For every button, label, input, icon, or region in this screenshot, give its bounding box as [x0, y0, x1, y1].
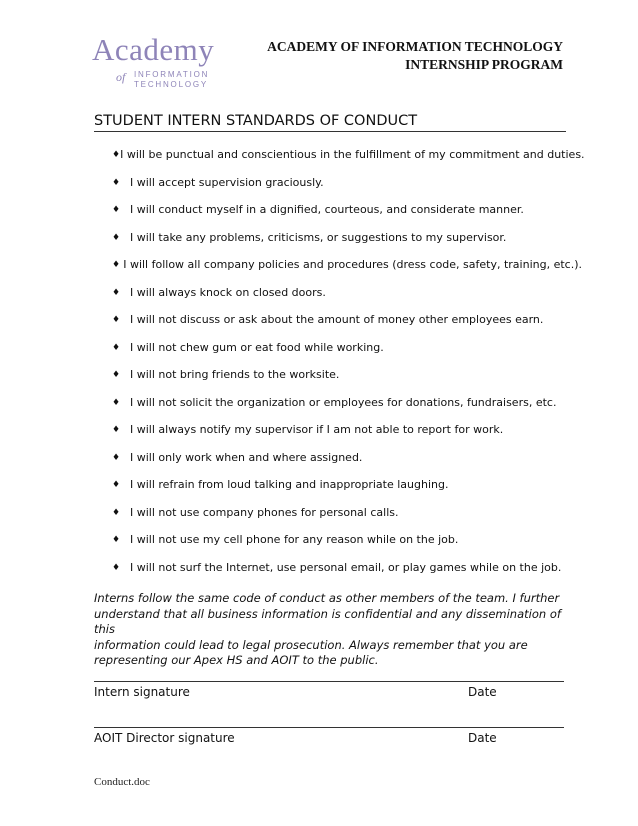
- standard-text: I will not use company phones for personal calls.: [130, 505, 399, 519]
- header-line-1: ACADEMY OF INFORMATION TECHNOLOGY: [267, 39, 563, 54]
- diamond-bullet-icon: ♦: [112, 260, 121, 270]
- list-item: [112, 368, 582, 396]
- standard-text: I will not surf the Internet, use personal email, or play games while on the job.: [130, 560, 562, 574]
- academy-logo: [92, 32, 222, 92]
- diamond-bullet-icon: ♦: [112, 397, 121, 408]
- document-title: STUDENT INTERN STANDARDS OF CONDUCT: [94, 113, 566, 132]
- intern-date-label: Date: [468, 685, 497, 699]
- list-item: [112, 423, 582, 451]
- standard-text: I will always knock on closed doors.: [130, 285, 326, 299]
- director-signature-label: AOIT Director signature: [94, 731, 235, 745]
- list-item: [112, 313, 582, 341]
- logo-of: of: [116, 70, 126, 84]
- list-item: [112, 341, 582, 369]
- standard-text: I will conduct myself in a dignified, courteous, and considerate manner.: [130, 203, 524, 216]
- intern-signature-line: [94, 681, 564, 702]
- diamond-bullet-icon: ♦: [112, 150, 121, 160]
- diamond-bullet-icon: ♦: [112, 315, 121, 325]
- standard-text: I will only work when and where assigned.: [130, 450, 363, 464]
- list-item: [112, 533, 582, 561]
- list-item: [112, 561, 582, 589]
- closing-line: Interns follow the same code of conduct as other members of the team. I further: [94, 591, 560, 605]
- director-date-label: Date: [468, 731, 497, 745]
- diamond-bullet-icon: ♦: [112, 370, 121, 380]
- diamond-bullet-icon: ♦: [112, 535, 121, 545]
- director-signature-line: [94, 727, 564, 748]
- standard-text: I will not bring friends to the worksite.: [130, 368, 340, 381]
- list-item: [112, 286, 582, 314]
- standard-text: I will be punctual and conscientious in the fulfillment of my commitment and duties.: [120, 148, 585, 161]
- list-item: [112, 148, 585, 176]
- diamond-bullet-icon: ♦: [112, 232, 121, 243]
- list-item: [112, 176, 582, 204]
- diamond-bullet-icon: ♦: [112, 425, 121, 435]
- diamond-bullet-icon: ♦: [112, 480, 121, 490]
- standard-text: I will not chew gum or eat food while working.: [130, 340, 384, 354]
- list-item: [112, 506, 582, 534]
- standard-text: I will refrain from loud talking and inappropriate laughing.: [130, 478, 449, 491]
- closing-line: information could lead to legal prosecution. Always remember that you are: [94, 637, 528, 652]
- closing-statement: [94, 591, 564, 669]
- logo-information: INFORMATION: [134, 70, 210, 79]
- diamond-bullet-icon: ♦: [112, 287, 121, 298]
- list-item: [112, 203, 582, 231]
- diamond-bullet-icon: ♦: [112, 562, 121, 573]
- intern-signature-label: Intern signature: [94, 685, 190, 699]
- closing-line: representing our Apex HS and AOIT to the public.: [94, 653, 379, 667]
- diamond-bullet-icon: ♦: [112, 205, 121, 215]
- diamond-bullet-icon: ♦: [112, 342, 121, 353]
- diamond-bullet-icon: ♦: [112, 177, 121, 188]
- closing-line: understand that all business information is confidential and any dissemination of this: [94, 606, 561, 636]
- list-item: [112, 258, 582, 286]
- list-item: [112, 451, 582, 479]
- standards-list: [112, 148, 585, 588]
- diamond-bullet-icon: ♦: [112, 507, 121, 518]
- header-line-2: INTERNSHIP PROGRAM: [405, 57, 563, 72]
- diamond-bullet-icon: ♦: [112, 452, 121, 463]
- standard-text: I will accept supervision graciously.: [130, 175, 324, 189]
- standard-text: I will always notify my supervisor if I am not able to report for work.: [130, 423, 504, 436]
- standard-text: I will not discuss or ask about the amount of money other employees earn.: [130, 313, 544, 326]
- logo-wordmark: Academy: [92, 32, 215, 67]
- standard-text: I will follow all company policies and procedures (dress code, safety, training, etc.).: [123, 258, 582, 271]
- list-item: [112, 478, 582, 506]
- list-item: [112, 231, 582, 259]
- file-name-footer: Conduct.doc: [94, 776, 150, 788]
- list-item: [112, 396, 582, 424]
- standard-text: I will not use my cell phone for any reason while on the job.: [130, 533, 459, 546]
- standard-text: I will not solicit the organization or employees for donations, fundraisers, etc.: [130, 395, 557, 409]
- program-header: [267, 38, 563, 74]
- logo-technology: TECHNOLOGY: [134, 80, 209, 89]
- standard-text: I will take any problems, criticisms, or suggestions to my supervisor.: [130, 230, 507, 244]
